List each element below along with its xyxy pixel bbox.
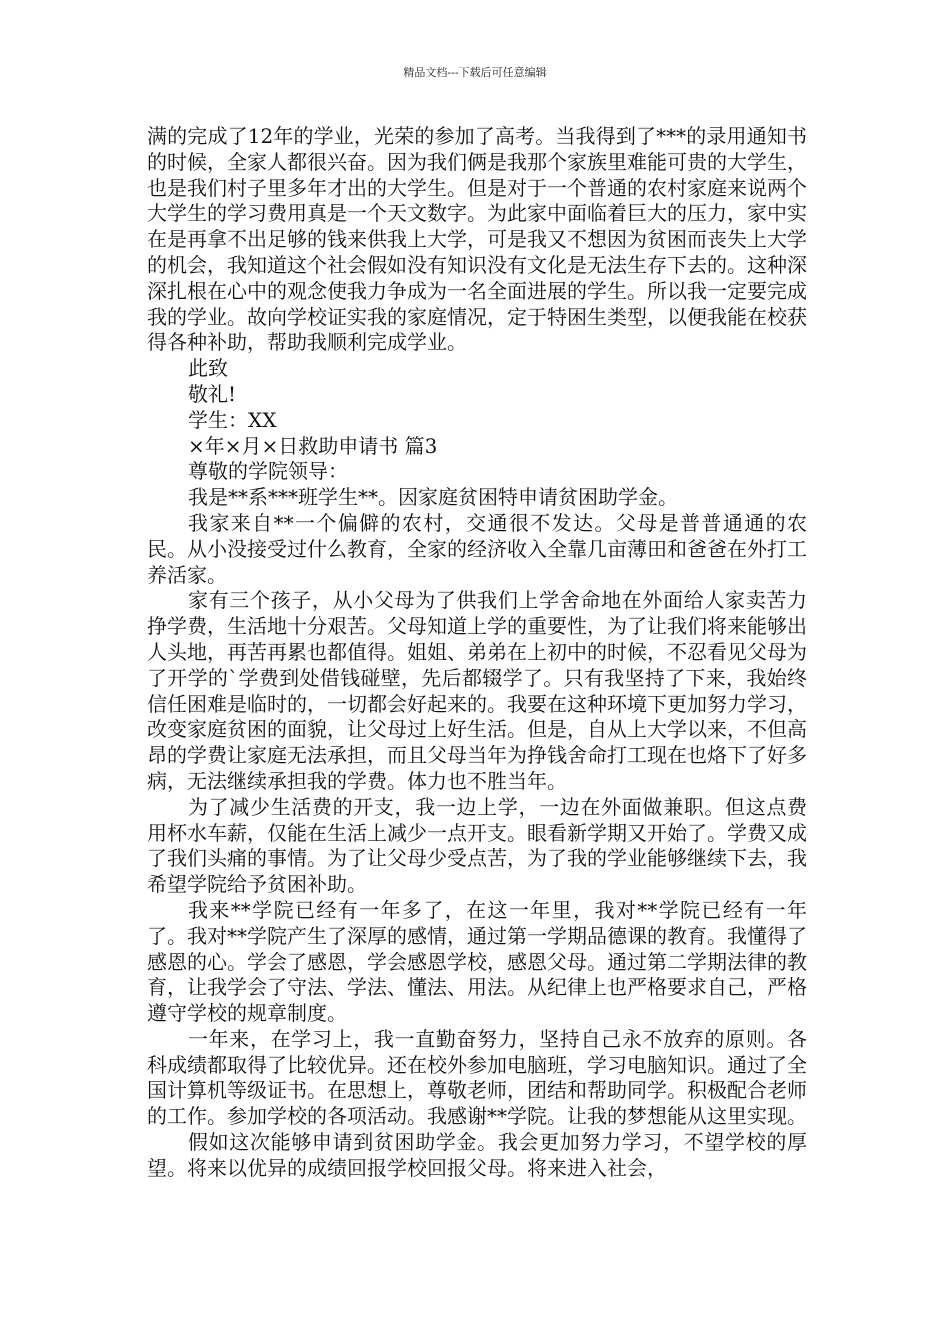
paragraph: 我家来自**一个偏僻的农村，交通很不发达。父母是普普通通的农民。从小没接受过什么教育，全家的经济收入全靠几亩薄田和爸爸在外打工养活家。 bbox=[147, 510, 807, 587]
greeting: 尊敬的学院领导： bbox=[188, 459, 348, 484]
paragraph: 为了减少生活费的开支，我一边上学，一边在外面做兼职。但这点费用杯水车薪，仅能在生活上减少一点开支。眼看新学期又开始了。学费又成了我们头痛的事情。为了让父母少受点苦，为了我的学业能够继续下去，我希望学院给予贫困补助。 bbox=[147, 794, 807, 897]
page-header: 精品文档---下载后可任意编辑 bbox=[403, 66, 547, 79]
document-body bbox=[147, 124, 807, 1182]
date-and-section-title: ×年×月×日救助申请书 篇3 bbox=[188, 433, 438, 458]
paragraph: 假如这次能够申请到贫困助学金。我会更加努力学习，不望学校的厚望。将来以优异的成绩回报学校回报父母。将来进入社会， bbox=[147, 1130, 807, 1180]
paragraph: 我是**系***班学生**。因家庭贫困特申请贫困助学金。 bbox=[188, 485, 678, 510]
salutation-jing-li: 敬礼! bbox=[188, 381, 237, 406]
signature-student: 学生：XX bbox=[188, 407, 277, 432]
salutation-ci-zhi: 此致 bbox=[188, 356, 228, 381]
paragraph: 我来**学院已经有一年多了，在这一年里，我对**学院已经有一年了。我对**学院产生了深厚的感情，通过第一学期品德课的教育。我懂得了感恩的心。学会了感恩，学会感恩学校，感恩父母。通过第二学期法律的教育，让我学会了守法、学法、懂法、用法。从纪律上也严格要求自己，严格遵守学校的规章制度。 bbox=[147, 897, 807, 1026]
paragraph: 满的完成了12年的学业，光荣的参加了高考。当我得到了***的录用通知书的时候，全家人都很兴奋。因为我们俩是我那个家族里难能可贵的大学生，也是我们村子里多年才出的大学生。但是对于一个普通的农村家庭来说两个大学生的学习费用真是一个天文数字。为此家中面临着巨大的压力，家中实在是再拿不出足够的钱来供我上大学，可是我又不想因为贫困而丧失上大学的机会，我知道这个社会假如没有知识没有文化是无法生存下去的。这种深深扎根在心中的观念使我力争成为一名全面进展的学生。所以我一定要完成我的学业。故向学校证实我的家庭情况，定于特困生类型，以便我能在校获得各种补助，帮助我顺利完成学业。 bbox=[147, 124, 807, 355]
paragraph: 一年来，在学习上，我一直勤奋努力，坚持自己永不放弃的原则。各科成绩都取得了比较优异。还在校外参加电脑班，学习电脑知识。通过了全国计算机等级证书。在思想上，尊敬老师，团结和帮助同学。积极配合老师的工作。参加学校的各项活动。我感谢**学院。让我的梦想能从这里实现。 bbox=[147, 1026, 807, 1129]
paragraph: 家有三个孩子，从小父母为了供我们上学舍命地在外面给人家卖苦力挣学费，生活地十分艰苦。父母知道上学的重要性，为了让我们将来能够出人头地，再苦再累也都值得。姐姐、弟弟在上初中的时候，不忍看见父母为了开学的`学费到处借钱碰壁，先后都辍学了。只有我坚持了下来，我始终信任困难是临时的，一切都会好起来的。我要在这种环境下更加努力学习，改变家庭贫困的面貌，让父母过上好生活。但是，自从上大学以来，不但高昂的学费让家庭无法承担，而且父母当年为挣钱舍命打工现在也烙下了好多病，无法继续承担我的学费。体力也不胜当年。 bbox=[147, 588, 807, 793]
